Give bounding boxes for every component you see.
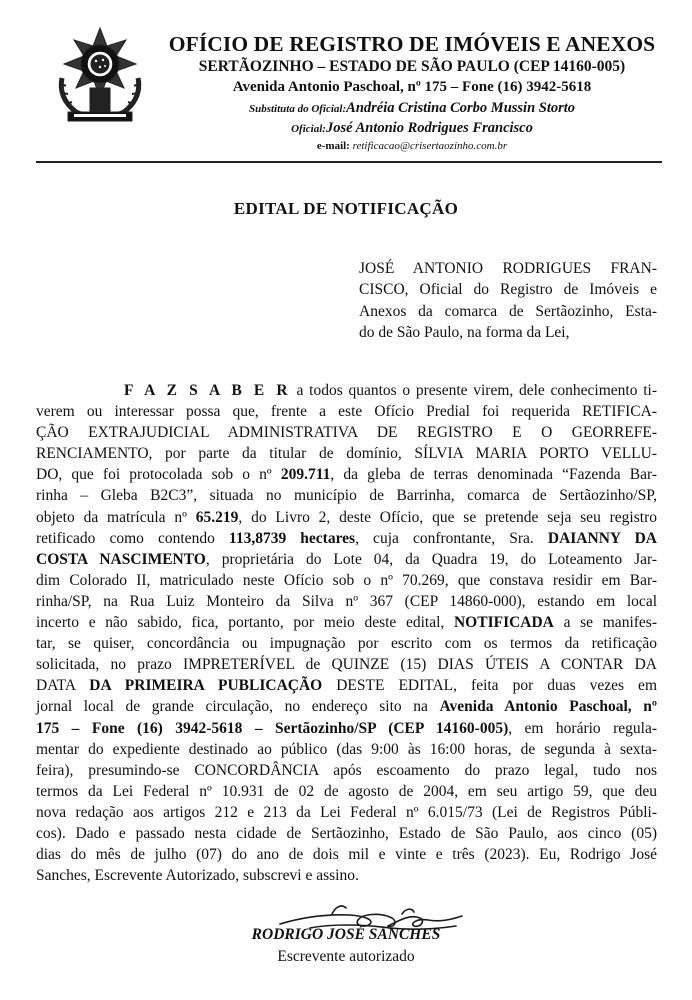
officer-line bbox=[152, 120, 672, 137]
signatory-role: Escrevente autorizado bbox=[277, 948, 415, 965]
body-text: , cuja confrontante, Sra. bbox=[355, 529, 548, 547]
office-name: OFÍCIO DE REGISTRO DE IMÓVEIS E ANEXOS bbox=[168, 32, 656, 56]
body-text: DESTE EDITAL, feita por duas vezes em bbox=[322, 677, 657, 695]
body-text: tar, se quiser, concordância ou impugnação por escrito com os termos da retificação bbox=[36, 635, 657, 653]
bold-text: 65.219 bbox=[195, 508, 239, 526]
bold-text: 113,8739 hectares bbox=[228, 529, 356, 547]
body-line bbox=[36, 633, 657, 654]
body-text: RENCIAMENTO, por parte da titular de domínio, SÍLVIA MARIA PORTO VELLU- bbox=[36, 445, 657, 463]
substitute-name: Andréia Cristina Corbo Mussin Storto bbox=[346, 100, 576, 116]
body-text: dias do mês de julho (07) do ano de dois mil e vinte e três (2023). Eu, Rodrigo José bbox=[36, 846, 657, 864]
email-line bbox=[152, 140, 672, 152]
signatory-name: RODRIGO JOSÉ SANCHES bbox=[251, 926, 441, 943]
body-text: , proprietária do Lote 04, da Quadra 19, do Loteamento Jar- bbox=[205, 550, 657, 568]
notice-body bbox=[36, 380, 657, 886]
intro-line: do de São Paulo, na forma da Lei, bbox=[359, 324, 570, 342]
bold-text: NOTIFICADA bbox=[453, 614, 554, 632]
intro-line: JOSÉ ANTONIO RODRIGUES FRAN- bbox=[359, 260, 657, 277]
body-line bbox=[36, 507, 657, 528]
office-address: Avenida Antonio Paschoal, nº 175 – Fone (16) 3942-5618 bbox=[232, 79, 592, 95]
body-line bbox=[36, 654, 657, 675]
bold-text: F A Z S A B E R bbox=[124, 382, 291, 399]
body-line bbox=[36, 760, 657, 781]
body-line bbox=[36, 844, 657, 865]
body-text: mentar do expediente destinado ao público (das 9:00 às 16:00 horas, de segunda à sexta- bbox=[36, 740, 657, 758]
body-text: , em horário regula- bbox=[508, 719, 657, 737]
body-line bbox=[36, 485, 657, 506]
letterhead bbox=[0, 0, 692, 160]
body-line bbox=[36, 549, 657, 570]
bold-text: DAIANNY DA bbox=[547, 529, 657, 547]
body-text: objeto da matrícula nº bbox=[36, 508, 196, 526]
body-text: , da gleba de terras denominada “Fazenda Bar- bbox=[330, 466, 657, 484]
body-line bbox=[36, 612, 657, 633]
body-text: DATA bbox=[36, 677, 90, 695]
body-text: Sanches, Escrevente Autorizado, subscrevi e assino. bbox=[36, 867, 359, 885]
bold-text: COSTA NASCIMENTO bbox=[36, 550, 206, 568]
bold-text: DA PRIMEIRA PUBLICAÇÃO bbox=[89, 677, 323, 695]
officer-name: José Antonio Rodrigues Francisco bbox=[325, 120, 533, 136]
body-line bbox=[36, 675, 657, 696]
body-text: cos). Dado e passado nesta cidade de Sertãozinho, Estado de São Paulo, aos cinco (05) bbox=[36, 824, 657, 842]
body-line bbox=[36, 570, 657, 591]
body-line bbox=[36, 380, 657, 401]
document-title: EDITAL DE NOTIFICAÇÃO bbox=[233, 199, 459, 218]
body-text: nova redação aos artigos 212 e 213 da Lei Federal nº 6.015/73 (Lei de Registros Públi- bbox=[36, 803, 657, 821]
body-text: incerto e não sabido, fica, portanto, por meio deste edital, bbox=[36, 614, 454, 632]
body-text: ÇÃO EXTRAJUDICIAL ADMINISTRATIVA DE REGISTRO E O GEORREFE- bbox=[36, 424, 657, 442]
substitute-officer-line bbox=[152, 100, 672, 117]
bold-text: 175 – Fone (16) 3942-5618 – Sertãozinho/SP (CEP 14160-005) bbox=[36, 719, 509, 737]
body-text: verem ou interessar possa que, frente a este Ofício Predial foi requerida RETIFICA- bbox=[36, 403, 657, 421]
body-line bbox=[36, 401, 657, 422]
body-text: termos da Lei Federal nº 10.931 de 02 de agosto de 2004, em seu artigo 59, que deu bbox=[36, 782, 657, 800]
intro-line: Anexos da comarca de Sertãozinho, Esta- bbox=[359, 302, 657, 320]
body-text: rinha/SP, na Rua Luiz Monteiro da Silva nº 367 (CEP 14860-000), estando em local bbox=[36, 592, 657, 610]
bold-text: 209.711 bbox=[280, 466, 331, 484]
body-line bbox=[36, 781, 657, 802]
email-address: retificacao@crisertaozinho.com.br bbox=[352, 140, 508, 152]
body-text: a se manifes- bbox=[553, 614, 657, 632]
body-line bbox=[36, 422, 657, 443]
body-text: jornal local de grande circulação, no endereço sito na bbox=[36, 698, 440, 716]
body-line bbox=[36, 696, 657, 717]
body-line bbox=[36, 528, 657, 549]
body-text: rinha – Gleba B2C3”, situada no município de Barrinha, comarca de Sertãozinho/SP, bbox=[36, 487, 657, 505]
officer-label: Oficial: bbox=[291, 123, 326, 135]
office-city-state: SERTÃOZINHO – ESTADO DE SÃO PAULO (CEP 14160-005) bbox=[198, 58, 626, 75]
body-text: , do Livro 2, deste Ofício, que se pretende seja seu registro bbox=[238, 508, 657, 526]
body-line bbox=[36, 718, 657, 739]
bold-text: Avenida Antonio Paschoal, nº bbox=[439, 698, 657, 716]
body-text: solicitada, no prazo IMPRETERÍVEL de QUINZE (15) DIAS ÚTEIS A CONTAR DA bbox=[36, 656, 657, 674]
body-line bbox=[36, 739, 657, 760]
body-line bbox=[36, 464, 657, 485]
body-text: feira), presumindo-se CONCORDÂNCIA após escoamento do prazo legal, tudo nos bbox=[36, 761, 657, 779]
email-label: e-mail: bbox=[316, 140, 350, 152]
body-line bbox=[36, 823, 657, 844]
substitute-label: Substituta do Oficial: bbox=[248, 103, 347, 115]
body-line bbox=[36, 802, 657, 823]
header-divider bbox=[36, 161, 662, 163]
intro-line: CISCO, Oficial do Registro de Imóveis e bbox=[359, 281, 657, 299]
coat-of-arms-seal-icon bbox=[54, 26, 146, 128]
body-text: dim Colorado II, matriculado neste Ofício sob o nº 70.269, que constava residir em Bar- bbox=[36, 571, 657, 589]
body-line bbox=[36, 591, 657, 612]
body-text: DO, que foi protocolada sob o nº bbox=[36, 466, 281, 484]
intro-paragraph bbox=[359, 258, 657, 344]
body-line bbox=[36, 443, 657, 464]
body-text: a todos quantos o presente virem, dele conhecimento ti- bbox=[290, 382, 657, 399]
body-text: retificado como contendo bbox=[36, 529, 229, 547]
